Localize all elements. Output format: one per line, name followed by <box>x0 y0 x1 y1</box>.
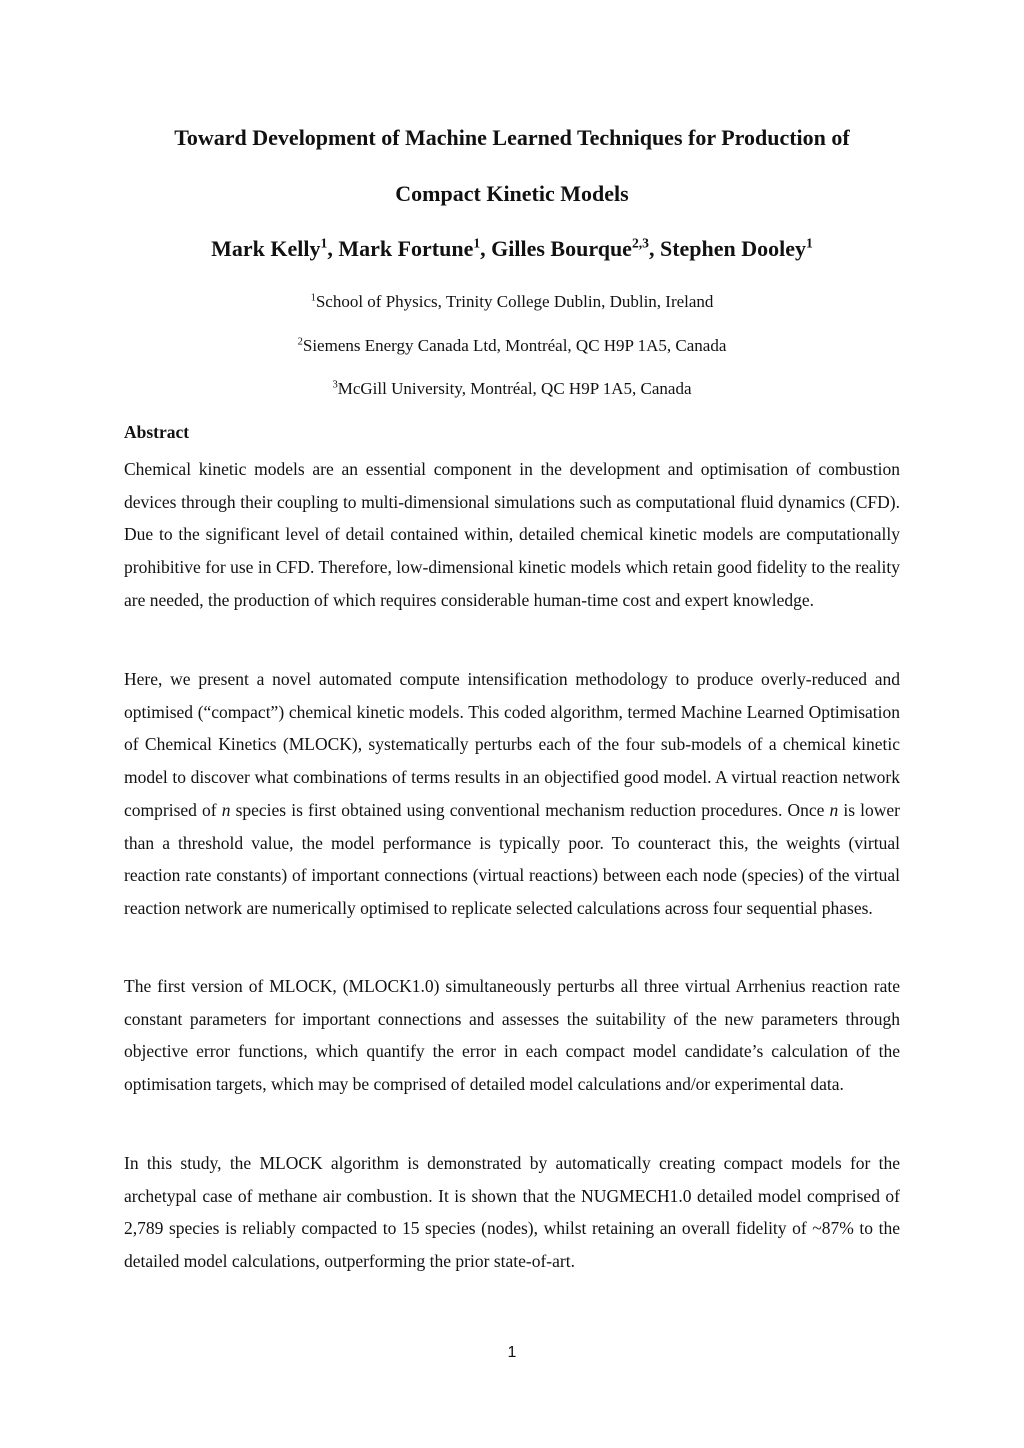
affiliation-mark: 3 <box>332 379 338 391</box>
affiliation-mark: 1 <box>310 292 316 304</box>
affiliation-mark: 2 <box>297 336 303 348</box>
affiliation-3 <box>124 378 900 400</box>
author-separator: , <box>648 236 660 261</box>
abstract-paragraph-2 <box>124 663 900 925</box>
italic-variable: n <box>221 799 231 820</box>
page-number: 1 <box>507 1344 517 1361</box>
author-affiliation-mark: 1 <box>473 235 481 251</box>
abstract-paragraph-1: Chemical kinetic models are an essential component in the development and optimisation of combustion devices through their coupling to multi-dimensional simulations such as computational fluid dynamics (CFD). Due to the significant level of detail contained within, detailed chemical kinetic models are computationally prohibitive for use in CFD. Therefore, low-dimensional kinetic models which retain good fidelity to the reality are needed, the production of which requires considerable human-time cost and expert knowledge. <box>124 459 900 610</box>
author-affiliation-mark: 1 <box>806 235 813 251</box>
paper-title-line-2: Compact Kinetic Models <box>395 181 629 206</box>
author-separator: , <box>480 236 492 261</box>
abstract-heading: Abstract <box>124 422 190 442</box>
affiliation-text: School of Physics, Trinity College Dublin, Dublin, Ireland <box>315 292 714 311</box>
paragraph-text: is lower than a threshold value, the model performance is typically poor. To counteract this, the weights (virtual reaction rate constants) of important connections (virtual reactions) between each node (species) of the virtual reaction network are numerically optimised to replicate selected calculations across four sequential phases. <box>124 799 900 918</box>
paper-page <box>124 0 900 1448</box>
abstract-paragraph-4: In this study, the MLOCK algorithm is demonstrated by automatically creating compact models for the archetypal case of methane air combustion. It is shown that the NUGMECH1.0 detailed model comprised of 2,789 species is reliably compacted to 15 species (nodes), whilst retaining an overall fidelity of ~87% to the detailed model calculations, outperforming the prior state-of-art. <box>124 1153 900 1272</box>
affiliation-text: McGill University, Montréal, QC H9P 1A5, Canada <box>337 379 692 398</box>
author-separator: , <box>327 236 339 261</box>
author-list <box>94 235 930 263</box>
affiliation-2 <box>124 335 900 357</box>
author-name: Mark Fortune <box>338 236 474 261</box>
affiliation-1 <box>124 291 900 313</box>
paragraph-text: species is first obtained using conventional mechanism reduction procedures. Once <box>230 799 830 820</box>
author-affiliation-mark: 2,3 <box>631 235 649 251</box>
affiliation-text: Siemens Energy Canada Ltd, Montréal, QC H9P 1A5, Canada <box>302 336 727 355</box>
italic-variable: n <box>829 799 839 820</box>
abstract-paragraph-3: The first version of MLOCK, (MLOCK1.0) simultaneously perturbs all three virtual Arrhenius reaction rate constant parameters for important connections and assesses the suitability of the new parameters through objective error functions, which quantify the error in each compact model candidate’s calculation of the optimisation targets, which may be comprised of detailed model calculations and/or experimental data. <box>124 976 900 1095</box>
author-name: Stephen Dooley <box>659 236 807 261</box>
author-name: Mark Kelly <box>211 236 321 261</box>
author-name: Gilles Bourque <box>491 236 632 261</box>
paragraph-text: Here, we present a novel automated compute intensification methodology to produce overly-reduced and optimised (“compact”) chemical kinetic models. This coded algorithm, termed Machine Learned Optimisation of Chemical Kinetics (MLOCK), systematically perturbs each of the four sub-models of a chemical kinetic model to discover what combinations of terms results in an objectified good model. A virtual reaction network comprised of <box>124 669 900 820</box>
paper-title-line-1: Toward Development of Machine Learned Techniques for Production of <box>174 125 850 150</box>
author-affiliation-mark: 1 <box>320 235 328 251</box>
